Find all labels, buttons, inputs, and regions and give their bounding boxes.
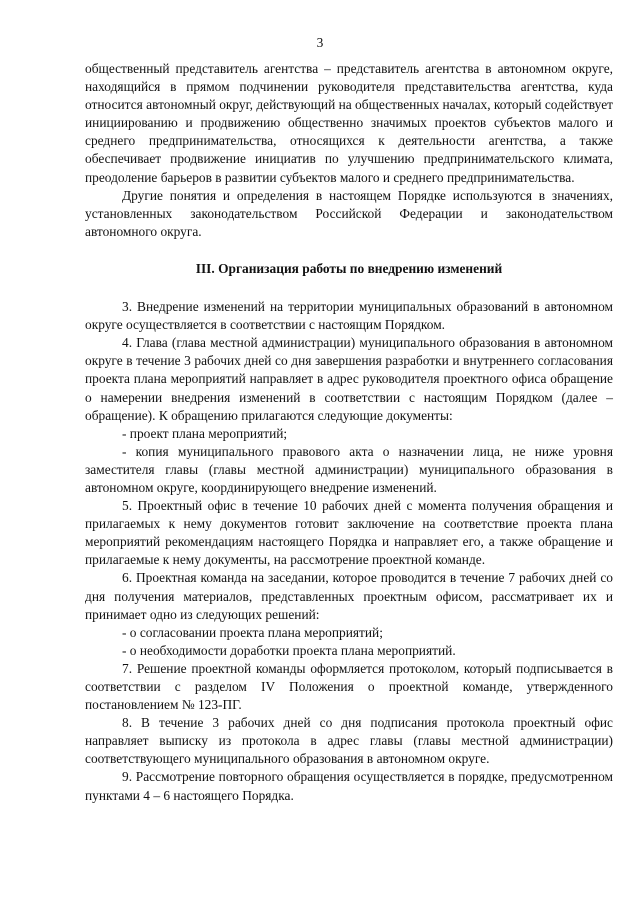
list-item-approval: - о согласовании проекта плана мероприятий; xyxy=(122,624,383,640)
clause-7: 7. Решение проектной команды оформляется протоколом, который подписывается в соответствии с разделом IV Положения о проектной команде, утвержденного постановлением № 123-ПГ. xyxy=(85,660,613,713)
paragraph-other-definitions: Другие понятия и определения в настоящем Порядке используются в значениях, установленных законодательством Российской Федерации и законодательством автономного округа. xyxy=(85,187,613,239)
clause-5: 5. Проектный офис в течение 10 рабочих дней с момента получения обращения и прилагаемых к нему документов готовит заключение на соответствие проекта плана мероприятий рекомендациям настоящего Порядка и направляет его, а также обращение и прилагаемые к нему документы, на рассмотрение проектной команде. xyxy=(85,498,613,568)
clause-4: 4. Глава (глава местной администрации) муниципального образования в автономном округе в течение 3 рабочих дней со дня завершения разработки и внутреннего согласования проекта плана мероприятий направляет в адрес руководителя проектного офиса обращение о намерении внедрения изменений в соответствии с настоящим Порядком (далее – обращение). К обращению прилагаются следующие документы: xyxy=(85,335,613,423)
list-item-revision: - о необходимости доработки проекта плана мероприятий. xyxy=(122,642,456,658)
clause-6: 6. Проектная команда на заседании, которое проводится в течение 7 рабочих дней со дня получения материалов, представленных проектным офисом, рассматривает их и принимает одно из следующих решений: xyxy=(85,570,613,622)
page-content xyxy=(85,60,613,805)
clause-9: 9. Рассмотрение повторного обращения осуществляется в порядке, предусмотренном пунктами 4 – 6 настоящего Порядка. xyxy=(85,769,613,803)
page-number: 3 xyxy=(316,35,324,50)
clause-8: 8. В течение 3 рабочих дней со дня подписания протокола проектный офис направляет выписку из протокола в адрес главы (главы местной администрации) соответствующего муниципального образования в автономном округе. xyxy=(85,715,613,767)
section-heading: III. Организация работы по внедрению изменений xyxy=(195,260,503,276)
list-item-draft-plan: - проект плана мероприятий; xyxy=(122,425,288,441)
list-item-act-copy: - копия муниципального правового акта о назначении лица, не ниже уровня заместителя главы (главы местной администрации) муниципального образования в автономном округе, координирующего внедрение изменений. xyxy=(85,443,613,495)
clause-3: 3. Внедрение изменений на территории муниципальных образований в автономном округе осуществляется в соответствии с настоящим Порядком. xyxy=(85,299,613,333)
paragraph-representative-definition: общественный представитель агентства – представитель агентства в автономном округе, находящийся в прямом подчинении руководителя представительства агентства, куда относится автономный округ, действующий на общественных началах, который содействует инициированию и продвижению общественно значимых проектов субъектов малого и среднего предпринимательства, относящихся к деятельности агентства, а также обеспечивает продвижение инициатив по улучшению предпринимательского климата, преодоление барьеров в развитии субъектов малого и среднего предпринимательства. xyxy=(85,61,613,185)
